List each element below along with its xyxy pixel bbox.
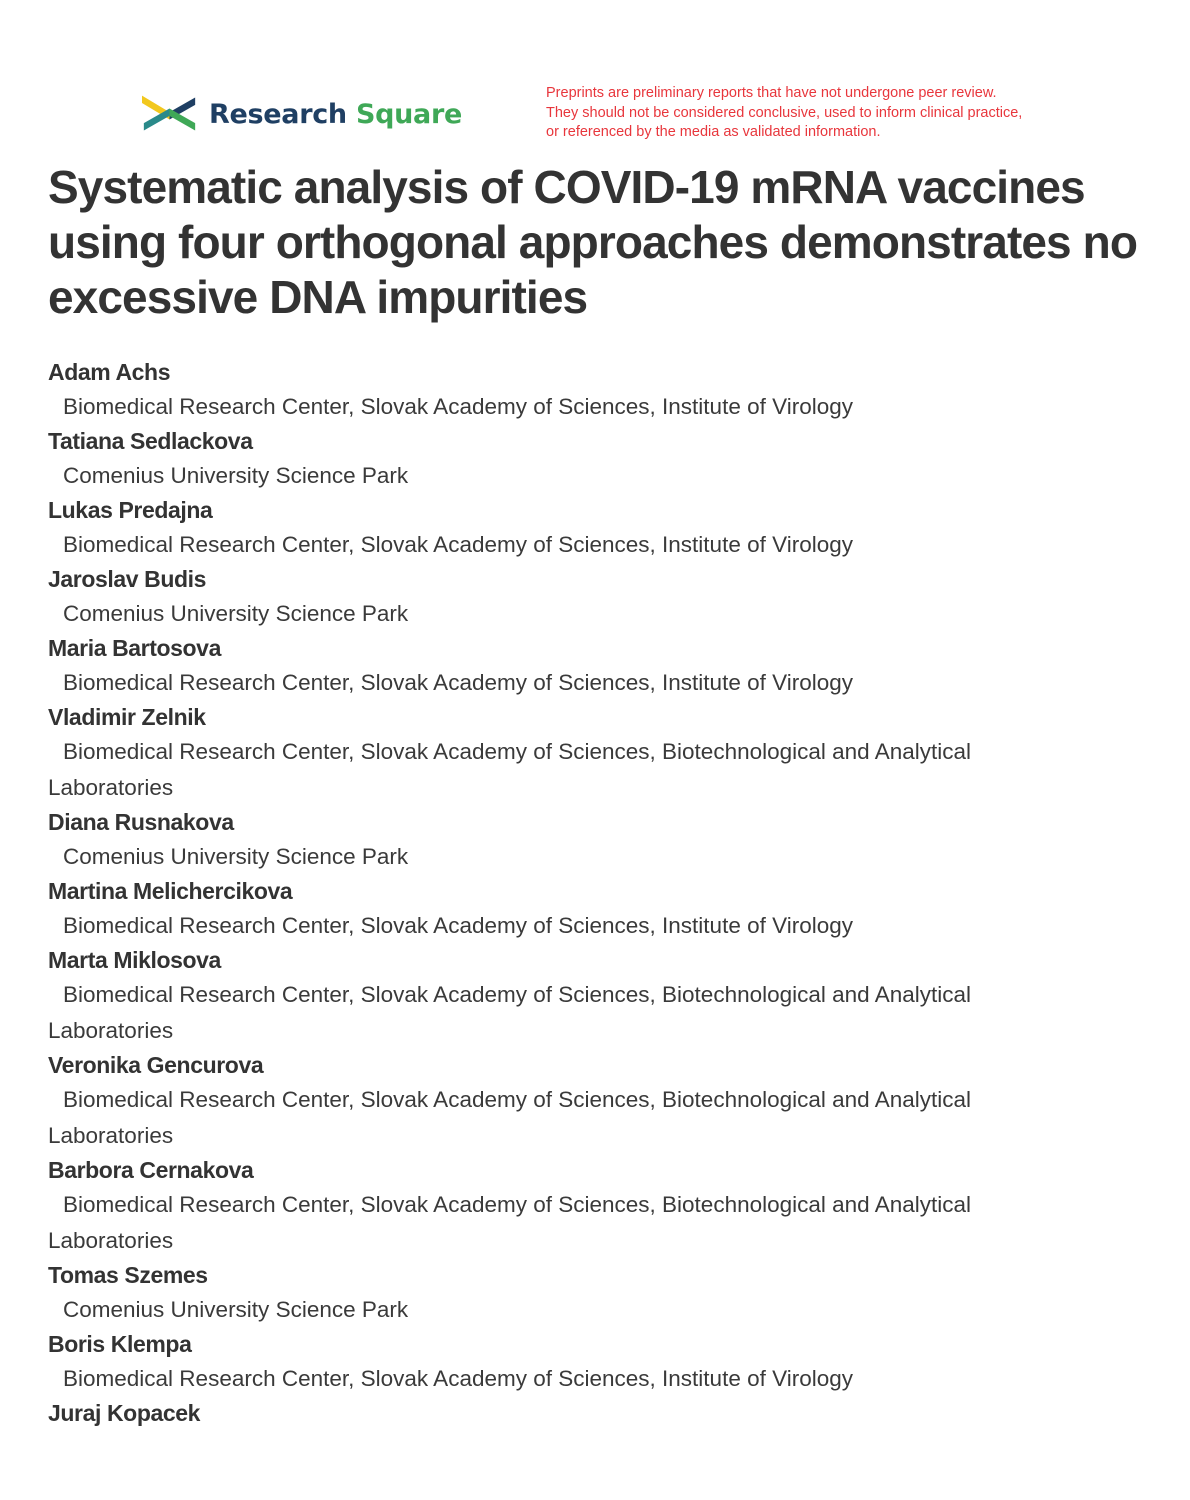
author-affiliation: Biomedical Research Center, Slovak Academy of Sciences, Biotechnological and Analytical Laboratories — [48, 1192, 971, 1253]
author-entry — [48, 875, 1158, 944]
author-name[interactable]: Lukas Predajna — [48, 497, 213, 523]
author-name[interactable]: Adam Achs — [48, 359, 171, 385]
logo-word-square: Square — [355, 98, 462, 130]
author-entry — [48, 806, 1158, 875]
author-name[interactable]: Martina Melichercikova — [48, 878, 293, 904]
author-name[interactable]: Maria Bartosova — [48, 635, 221, 661]
author-affiliation: Biomedical Research Center, Slovak Academy of Sciences, Biotechnological and Analytical Laboratories — [48, 1087, 971, 1148]
author-affiliation: Biomedical Research Center, Slovak Academy of Sciences, Biotechnological and Analytical Laboratories — [48, 982, 971, 1043]
disclaimer-line: or referenced by the media as validated information. — [546, 124, 881, 140]
disclaimer-line: They should not be considered conclusive, used to inform clinical practice, — [546, 104, 1023, 121]
research-square-logo-icon — [142, 90, 197, 138]
author-name[interactable]: Tatiana Sedlackova — [48, 428, 253, 454]
author-affiliation: Biomedical Research Center, Slovak Academy of Sciences, Institute of Virology — [63, 532, 853, 557]
author-name[interactable]: Barbora Cernakova — [48, 1157, 254, 1183]
author-affiliation: Biomedical Research Center, Slovak Academy of Sciences, Institute of Virology — [63, 913, 853, 938]
author-entry — [48, 1328, 1158, 1397]
preprint-disclaimer — [546, 84, 1146, 143]
author-affiliation: Biomedical Research Center, Slovak Academy of Sciences, Biotechnological and Analytical Laboratories — [48, 739, 971, 800]
author-name[interactable]: Jaroslav Budis — [48, 566, 207, 592]
author-entry — [48, 632, 1158, 701]
author-affiliation: Biomedical Research Center, Slovak Academy of Sciences, Institute of Virology — [63, 394, 853, 419]
author-name[interactable]: Vladimir Zelnik — [48, 704, 206, 730]
logo-wordmark — [208, 98, 462, 130]
author-affiliation: Comenius University Science Park — [63, 1297, 409, 1322]
author-affiliation: Comenius University Science Park — [63, 844, 409, 869]
author-name[interactable]: Juraj Kopacek — [48, 1400, 201, 1426]
author-list — [48, 356, 1158, 1430]
author-affiliation: Comenius University Science Park — [63, 601, 409, 626]
author-entry — [48, 494, 1158, 563]
author-entry — [48, 1049, 1158, 1154]
author-name[interactable]: Diana Rusnakova — [48, 809, 234, 835]
research-square-logo[interactable] — [142, 89, 462, 139]
author-entry — [48, 425, 1158, 494]
author-affiliation: Biomedical Research Center, Slovak Academy of Sciences, Institute of Virology — [63, 1366, 853, 1391]
logo-word-research: Research — [208, 98, 347, 130]
author-name[interactable]: Marta Miklosova — [48, 947, 221, 973]
author-affiliation: Biomedical Research Center, Slovak Academy of Sciences, Institute of Virology — [63, 670, 853, 695]
author-name[interactable]: Boris Klempa — [48, 1331, 192, 1357]
author-entry — [48, 1259, 1158, 1328]
author-entry — [48, 563, 1158, 632]
disclaimer-line: Preprints are preliminary reports that have not undergone peer review. — [546, 85, 997, 101]
author-entry — [48, 944, 1158, 1049]
author-affiliation: Comenius University Science Park — [63, 463, 409, 488]
paper-title: Systematic analysis of COVID-19 mRNA vaccines using four orthogonal approaches demonstrates no excessive DNA impurities — [48, 161, 1138, 323]
author-name[interactable]: Veronika Gencurova — [48, 1052, 264, 1078]
author-name[interactable]: Tomas Szemes — [48, 1262, 208, 1288]
author-entry — [48, 701, 1158, 806]
author-entry — [48, 1397, 1158, 1430]
author-entry — [48, 356, 1158, 425]
author-entry — [48, 1154, 1158, 1259]
